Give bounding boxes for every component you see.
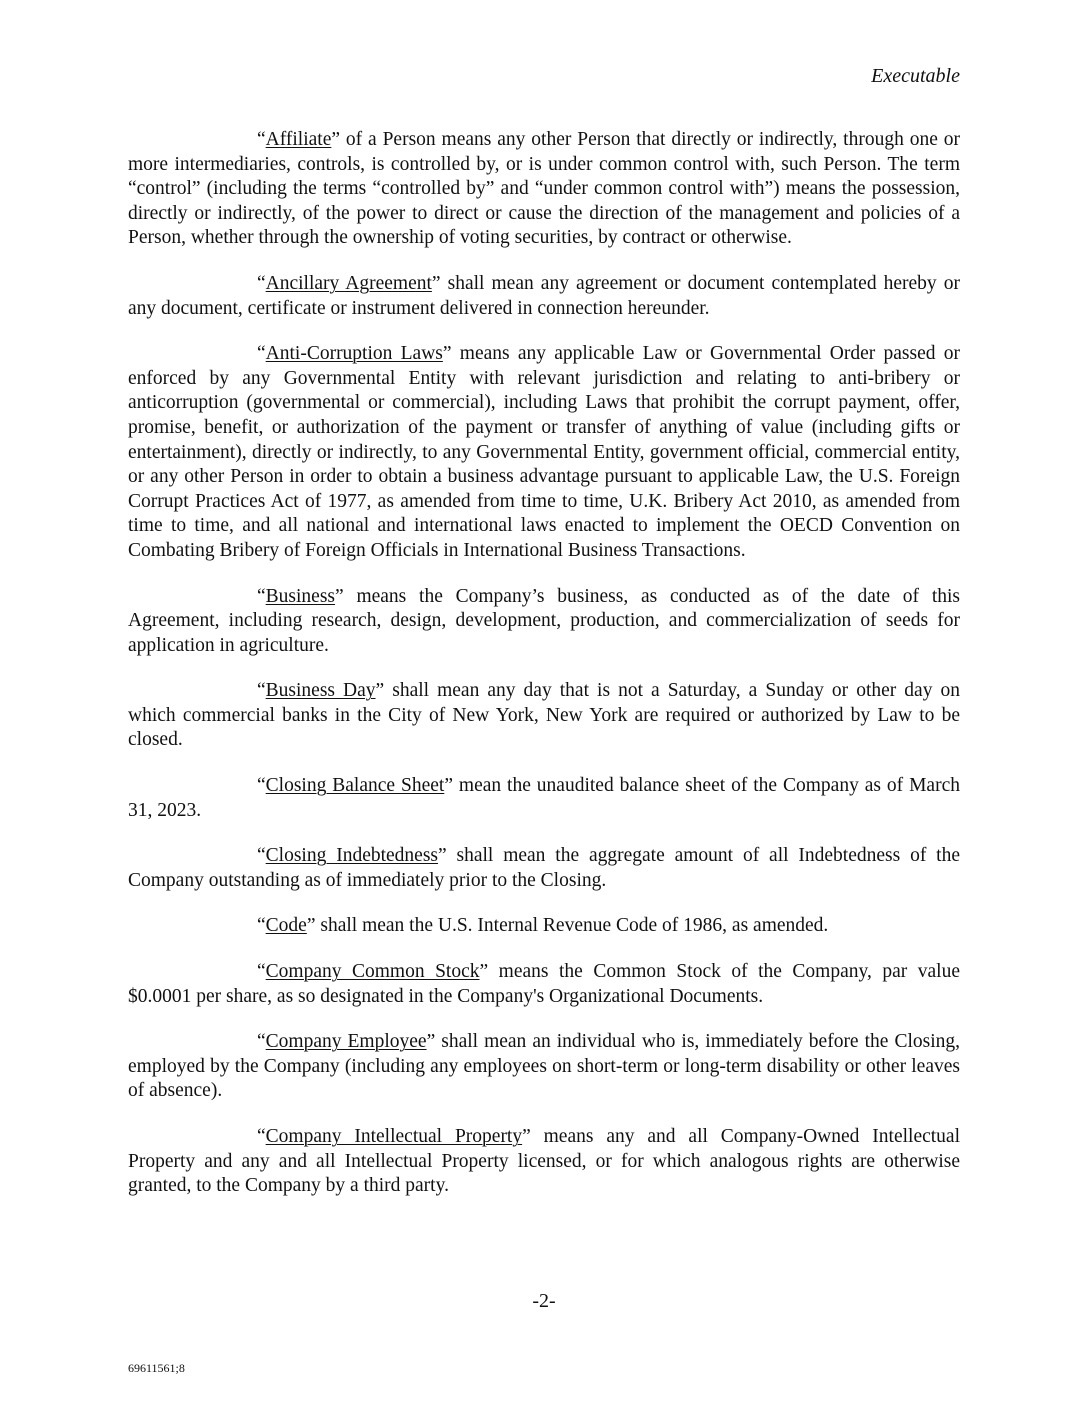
open-quote: “	[257, 915, 266, 937]
open-quote: “	[257, 585, 266, 607]
definition-closing-indebtedness	[128, 844, 960, 893]
defined-term: Closing Indebtedness	[265, 845, 438, 867]
defined-term: Company Intellectual Property	[265, 1126, 523, 1147]
defined-term: Business Day	[265, 680, 376, 702]
defined-term: Anti-Corruption Laws	[265, 343, 443, 365]
definition-text: means any and all Company-Owned Intellectual Property and any and all Intellectual Property licensed, or for which analogous rights are otherwise granted, to the Company by a third party.	[128, 1126, 961, 1197]
defined-term: Company Common Stock	[265, 961, 480, 983]
open-quote: “	[257, 775, 266, 797]
open-quote: “	[257, 1031, 266, 1053]
definition-company-employee	[128, 1030, 960, 1104]
definition-text: means the Common Stock of the Company, par value $0.0001 per share, as so designated in the Company's Organizational Documents.	[128, 961, 961, 1007]
header-label: Executable	[871, 65, 960, 87]
definition-company-intellectual-property	[128, 1125, 960, 1199]
close-quote: ”	[426, 1031, 436, 1053]
definition-text: of a Person means any other Person that directly or indirectly, through one or more intermediaries, controls, is controlled by, or is under common control with, such Person. The term “control” (including the terms “controlled by” and “under common control with”) means the possession, directly or indirectly, of the power to direct or cause the direction of the management and policies of a Person, whether through the ownership of voting securities, by contract or otherwise.	[128, 129, 960, 249]
page-number: -2-	[532, 1290, 556, 1312]
close-quote: ”	[306, 915, 316, 937]
definition-text: shall mean any day that is not a Saturday, a Sunday or other day on which commercial banks in the City of New York, New York are required or authorized by Law to be closed.	[128, 680, 960, 751]
open-quote: “	[257, 272, 266, 294]
close-quote: ”	[375, 680, 385, 702]
document-id: 69611561;8	[128, 1361, 185, 1375]
close-quote: ”	[431, 272, 441, 294]
close-quote: ”	[438, 845, 447, 867]
open-quote: “	[257, 1126, 266, 1147]
definition-text: means the Company’s business, as conducted as of the date of this Agreement, including research, design, development, production, and commercialization of seeds for application in agriculture.	[128, 585, 960, 656]
close-quote: ”	[442, 343, 452, 365]
definition-text: means any applicable Law or Governmental Order passed or enforced by any Governmental Entity with relevant jurisdiction and relating to anti-bribery or anticorruption (governmental or commercial), including Laws that prohibit the corrupt payment, offer, promise, benefit, or authorization of the payment or transfer of anything of value (including gifts or entertainment), directly or indirectly, to any Governmental Entity, government official, commercial entity, or any other Person in order to obtain a business advantage pursuant to applicable Law, the U.S. Foreign Corrupt Practices Act of 1977, as amended from time to time, U.K. Bribery Act 2010, as amended from time to time, and all national and international laws enacted to implement the OECD Convention on Combating Bribery of Foreign Officials in International Business Transactions.	[128, 343, 960, 561]
definition-text: mean the unaudited balance sheet of the Company as of March 31, 2023.	[128, 775, 960, 821]
open-quote: “	[257, 343, 266, 365]
definition-text: shall mean the aggregate amount of all Indebtedness of the Company outstanding as of immediately prior to the Closing.	[128, 845, 960, 891]
definition-anti-corruption-laws	[128, 342, 960, 563]
close-quote: ”	[522, 1126, 531, 1147]
definition-ancillary-agreement	[128, 272, 960, 321]
defined-term: Code	[265, 915, 307, 937]
close-quote: ”	[331, 129, 341, 150]
definition-closing-balance-sheet	[128, 774, 960, 823]
open-quote: “	[257, 129, 266, 150]
open-quote: “	[257, 845, 266, 867]
definition-business	[128, 585, 960, 659]
open-quote: “	[257, 961, 266, 983]
definition-business-day	[128, 679, 960, 753]
definition-text: shall mean an individual who is, immediately before the Closing, employed by the Company (including any employees on short-term or long-term disability or other leaves of absence).	[128, 1031, 960, 1102]
defined-term: Ancillary Agreement	[265, 272, 432, 294]
definitions-body	[128, 128, 960, 1220]
close-quote: ”	[479, 961, 489, 983]
definition-company-common-stock	[128, 960, 960, 1009]
definition-text: shall mean the U.S. Internal Revenue Code of 1986, as amended.	[315, 915, 829, 937]
defined-term: Affiliate	[265, 129, 332, 150]
defined-term: Closing Balance Sheet	[265, 775, 445, 797]
defined-term: Company Employee	[265, 1031, 427, 1053]
defined-term: Business	[265, 585, 336, 607]
close-quote: ”	[444, 775, 453, 797]
close-quote: ”	[335, 585, 344, 607]
definition-text: shall mean any agreement or document contemplated hereby or any document, certificate or instrument delivered in connection hereunder.	[128, 272, 960, 319]
open-quote: “	[257, 680, 266, 702]
definition-code	[128, 914, 960, 939]
definition-affiliate	[128, 128, 960, 251]
